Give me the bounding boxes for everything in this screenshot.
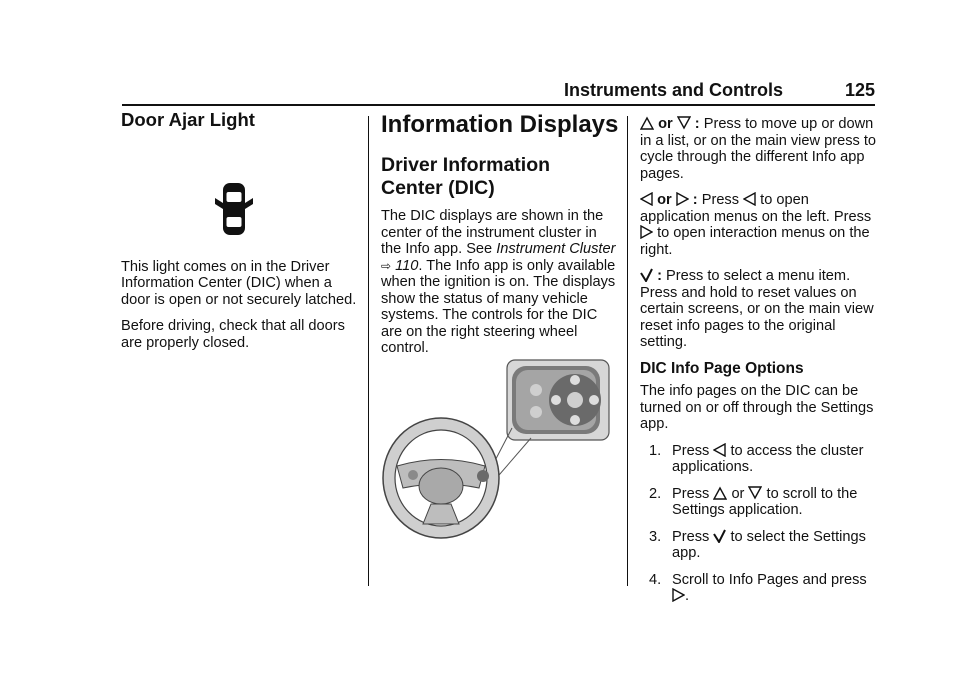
right-arrow-icon — [640, 225, 653, 239]
dic-heading-line2: Center (DIC) — [381, 177, 495, 199]
colon-label: : — [692, 192, 698, 208]
cross-reference-link[interactable]: Instrument Cluster — [496, 241, 616, 257]
column-info-displays — [381, 110, 621, 367]
step-text: or — [731, 485, 745, 502]
door-ajar-car-icon — [214, 179, 254, 239]
left-arrow-icon — [713, 443, 726, 457]
leftright-description: to open application menus on the left. Press — [640, 192, 872, 225]
left-arrow-icon — [640, 192, 653, 206]
step-number: 2. — [649, 485, 662, 502]
step-text: Scroll to Info Pages and press — [672, 571, 867, 588]
dic-para-text: . The Info app is only available when the ignition is on. The displays show the status of many vehicle systems. The controls for the DIC are on the right steering wheel control. — [381, 257, 616, 356]
colon-label: : — [657, 268, 662, 284]
steps-list — [640, 443, 880, 605]
down-arrow-icon — [677, 116, 691, 130]
leftright-description: to open interaction menus on the right. — [640, 225, 870, 258]
left-arrow-icon — [743, 192, 756, 206]
step-text: to scroll to the Settings application. — [672, 485, 858, 518]
reference-arrow-icon: ⇨ — [381, 258, 392, 273]
dic-info-page-options-heading: DIC Info Page Options — [640, 359, 804, 377]
leftright-controls — [640, 192, 880, 258]
right-arrow-icon — [676, 192, 689, 206]
step-text: to access the cluster applications. — [672, 442, 864, 475]
column-door-ajar — [121, 109, 361, 361]
up-arrow-icon — [713, 486, 727, 500]
list-item — [640, 529, 880, 562]
colon-label: : — [694, 116, 700, 132]
step-text: Press — [672, 528, 710, 545]
door-ajar-para-2: Before driving, check that all doors are properly closed. — [121, 318, 345, 351]
dic-para-text: The DIC displays are shown in the center of the instrument cluster in the Info app. See — [381, 208, 604, 257]
reference-page[interactable]: 110 — [395, 257, 419, 274]
header-rule — [122, 104, 875, 106]
header-title: Instruments and Controls — [563, 80, 783, 100]
step-number: 1. — [649, 442, 662, 459]
list-item — [640, 486, 880, 519]
step-text: to select the Settings app. — [672, 528, 866, 561]
or-label: or — [657, 192, 672, 208]
press-label: Press — [701, 192, 740, 208]
select-controls — [640, 268, 880, 351]
dic-heading — [381, 154, 621, 200]
right-arrow-icon — [672, 588, 685, 602]
page-number: 125 — [844, 80, 875, 100]
down-arrow-icon — [748, 486, 762, 500]
step-text: Press — [672, 485, 710, 502]
column-divider — [368, 116, 369, 586]
or-label: or — [658, 116, 673, 132]
dic-heading-line1: Driver Information — [381, 154, 551, 176]
door-ajar-para-1: This light comes on in the Driver Information Center (DIC) when a door is open or not securely latched. — [121, 258, 357, 308]
select-description: Press to select a menu item. Press and hold to reset values on certain screens, or on the main view reset info pages to the original setting. — [640, 268, 874, 350]
step-number: 4. — [649, 571, 662, 588]
list-item — [640, 572, 880, 605]
up-arrow-icon — [640, 116, 654, 130]
door-ajar-heading: Door Ajar Light — [121, 109, 255, 130]
checkmark-icon — [640, 268, 653, 282]
dic-paragraph — [381, 208, 621, 357]
step-text: Press — [672, 442, 710, 459]
options-paragraph: The info pages on the DIC can be turned on or off through the Settings app. — [640, 383, 874, 432]
column-divider — [627, 116, 628, 586]
step-number: 3. — [649, 528, 662, 545]
list-item — [640, 443, 880, 476]
checkmark-icon — [713, 529, 726, 543]
column-controls — [640, 116, 880, 615]
updown-controls — [640, 116, 880, 182]
steering-wheel-illustration — [379, 358, 611, 544]
info-displays-heading: Information Displays — [381, 111, 619, 138]
updown-description: Press to move up or down in a list, or on the main view press to cycle through the different Info app pages. — [640, 116, 877, 182]
step-text: . — [685, 588, 690, 604]
door-ajar-icon-area — [121, 129, 361, 259]
